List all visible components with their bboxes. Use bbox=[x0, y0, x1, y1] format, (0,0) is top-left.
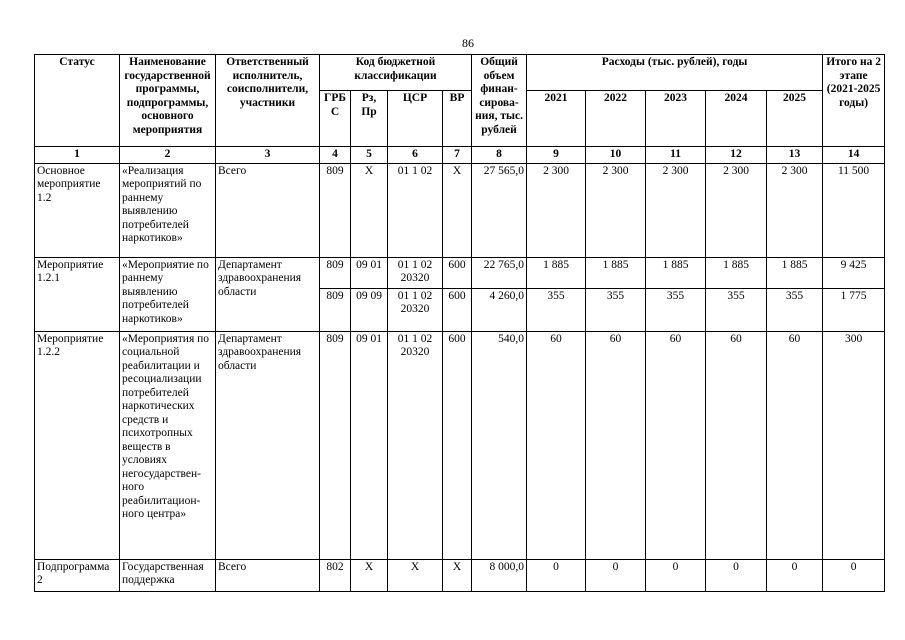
column-number: 14 bbox=[823, 147, 885, 164]
year-2021-cell: 1 885 bbox=[527, 257, 586, 288]
rzpr-cell: 09 01 bbox=[351, 257, 388, 288]
year-2024-cell: 0 bbox=[706, 559, 767, 591]
table-row bbox=[35, 331, 885, 559]
header-grbs: ГРБ С bbox=[320, 91, 351, 147]
page-number: 86 bbox=[462, 36, 474, 50]
header-budget-code: Код бюджетной классификации bbox=[320, 55, 472, 91]
header-year-2023: 2023 bbox=[646, 91, 706, 147]
rzpr-cell: 09 01 bbox=[351, 331, 388, 559]
csr-cell: X bbox=[388, 559, 443, 591]
year-2021-cell: 355 bbox=[527, 288, 586, 331]
year-2021-cell: 60 bbox=[527, 331, 586, 559]
header-year-2025: 2025 bbox=[767, 91, 823, 147]
header-vr: ВР bbox=[443, 91, 472, 147]
header-rzpr: Рз, Пр bbox=[351, 91, 388, 147]
column-number: 6 bbox=[388, 147, 443, 164]
name-cell: «Мероприятие по раннему выявлению потребителей наркотиков» bbox=[120, 257, 216, 331]
csr-cell: 01 1 02 20320 bbox=[388, 288, 443, 331]
header-name: Наименование государственной программы, подпрограммы, основного мероприятия bbox=[120, 55, 216, 147]
column-number: 7 bbox=[443, 147, 472, 164]
header-csr: ЦСР bbox=[388, 91, 443, 147]
year-2023-cell: 60 bbox=[646, 331, 706, 559]
vr-cell: 600 bbox=[443, 257, 472, 288]
year-2021-cell: 2 300 bbox=[527, 163, 586, 257]
vr-cell: 600 bbox=[443, 288, 472, 331]
year-2022-cell: 1 885 bbox=[586, 257, 646, 288]
column-number-row bbox=[35, 147, 885, 164]
column-number: 1 bbox=[35, 147, 120, 164]
header-year-2024: 2024 bbox=[706, 91, 767, 147]
executor-cell: Департамент здравоохранения области bbox=[216, 331, 320, 559]
year-2022-cell: 0 bbox=[586, 559, 646, 591]
rzpr-cell: X bbox=[351, 559, 388, 591]
year-2023-cell: 355 bbox=[646, 288, 706, 331]
column-number: 9 bbox=[527, 147, 586, 164]
header-status: Статус bbox=[35, 55, 120, 147]
year-2022-cell: 60 bbox=[586, 331, 646, 559]
rzpr-cell: 09 09 bbox=[351, 288, 388, 331]
grbs-cell: 802 bbox=[320, 559, 351, 591]
stage-total-cell: 1 775 bbox=[823, 288, 885, 331]
total-cell: 27 565,0 bbox=[472, 163, 527, 257]
column-number: 10 bbox=[586, 147, 646, 164]
year-2025-cell: 1 885 bbox=[767, 257, 823, 288]
column-number: 13 bbox=[767, 147, 823, 164]
header-year-2022: 2022 bbox=[586, 91, 646, 147]
stage-total-cell: 300 bbox=[823, 331, 885, 559]
vr-cell: X bbox=[443, 559, 472, 591]
grbs-cell: 809 bbox=[320, 257, 351, 288]
column-number: 5 bbox=[351, 147, 388, 164]
stage-total-cell: 11 500 bbox=[823, 163, 885, 257]
year-2022-cell: 355 bbox=[586, 288, 646, 331]
column-number: 4 bbox=[320, 147, 351, 164]
year-2023-cell: 1 885 bbox=[646, 257, 706, 288]
year-2025-cell: 0 bbox=[767, 559, 823, 591]
executor-cell: Всего bbox=[216, 163, 320, 257]
header-stage-total: Итого на 2 этапе (2021-2025 годы) bbox=[823, 55, 885, 147]
year-2025-cell: 60 bbox=[767, 331, 823, 559]
grbs-cell: 809 bbox=[320, 163, 351, 257]
year-2024-cell: 2 300 bbox=[706, 163, 767, 257]
total-cell: 8 000,0 bbox=[472, 559, 527, 591]
grbs-cell: 809 bbox=[320, 331, 351, 559]
name-cell: «Мероприятия по социальной реабилитации и ресоциализации потребителей наркотических средств и психотропных веществ в условиях негосударствен-ного реабилитацион-ного центра» bbox=[120, 331, 216, 559]
grbs-cell: 809 bbox=[320, 288, 351, 331]
budget-table bbox=[34, 54, 885, 592]
executor-cell: Департамент здравоохранения области bbox=[216, 257, 320, 331]
year-2025-cell: 2 300 bbox=[767, 163, 823, 257]
table-row bbox=[35, 559, 885, 591]
name-cell: Государственная поддержка bbox=[120, 559, 216, 591]
status-cell: Основное мероприятие 1.2 bbox=[35, 163, 120, 257]
csr-cell: 01 1 02 20320 bbox=[388, 331, 443, 559]
executor-cell: Всего bbox=[216, 559, 320, 591]
header-year-2021: 2021 bbox=[527, 91, 586, 147]
name-cell: «Реализация мероприятий по раннему выявлению потребителей наркотиков» bbox=[120, 163, 216, 257]
total-cell: 4 260,0 bbox=[472, 288, 527, 331]
csr-cell: 01 1 02 20320 bbox=[388, 257, 443, 288]
vr-cell: 600 bbox=[443, 331, 472, 559]
header-executor: Ответственный исполнитель, соисполнители, участники bbox=[216, 55, 320, 147]
column-number: 8 bbox=[472, 147, 527, 164]
csr-cell: 01 1 02 bbox=[388, 163, 443, 257]
header-expenses: Расходы (тыс. рублей), годы bbox=[527, 55, 823, 91]
status-cell: Подпрограмма 2 bbox=[35, 559, 120, 591]
year-2023-cell: 0 bbox=[646, 559, 706, 591]
stage-total-cell: 0 bbox=[823, 559, 885, 591]
table-row bbox=[35, 257, 885, 288]
total-cell: 540,0 bbox=[472, 331, 527, 559]
year-2024-cell: 60 bbox=[706, 331, 767, 559]
column-number: 2 bbox=[120, 147, 216, 164]
column-number: 3 bbox=[216, 147, 320, 164]
year-2024-cell: 1 885 bbox=[706, 257, 767, 288]
vr-cell: X bbox=[443, 163, 472, 257]
rzpr-cell: X bbox=[351, 163, 388, 257]
column-number: 12 bbox=[706, 147, 767, 164]
year-2023-cell: 2 300 bbox=[646, 163, 706, 257]
total-cell: 22 765,0 bbox=[472, 257, 527, 288]
table-row bbox=[35, 163, 885, 257]
stage-total-cell: 9 425 bbox=[823, 257, 885, 288]
status-cell: Мероприятие 1.2.2 bbox=[35, 331, 120, 559]
year-2025-cell: 355 bbox=[767, 288, 823, 331]
column-number: 11 bbox=[646, 147, 706, 164]
year-2021-cell: 0 bbox=[527, 559, 586, 591]
status-cell: Мероприятие 1.2.1 bbox=[35, 257, 120, 331]
header-total-volume: Общий объем финан-сирова-ния, тыс. рублей bbox=[472, 55, 527, 147]
year-2024-cell: 355 bbox=[706, 288, 767, 331]
year-2022-cell: 2 300 bbox=[586, 163, 646, 257]
